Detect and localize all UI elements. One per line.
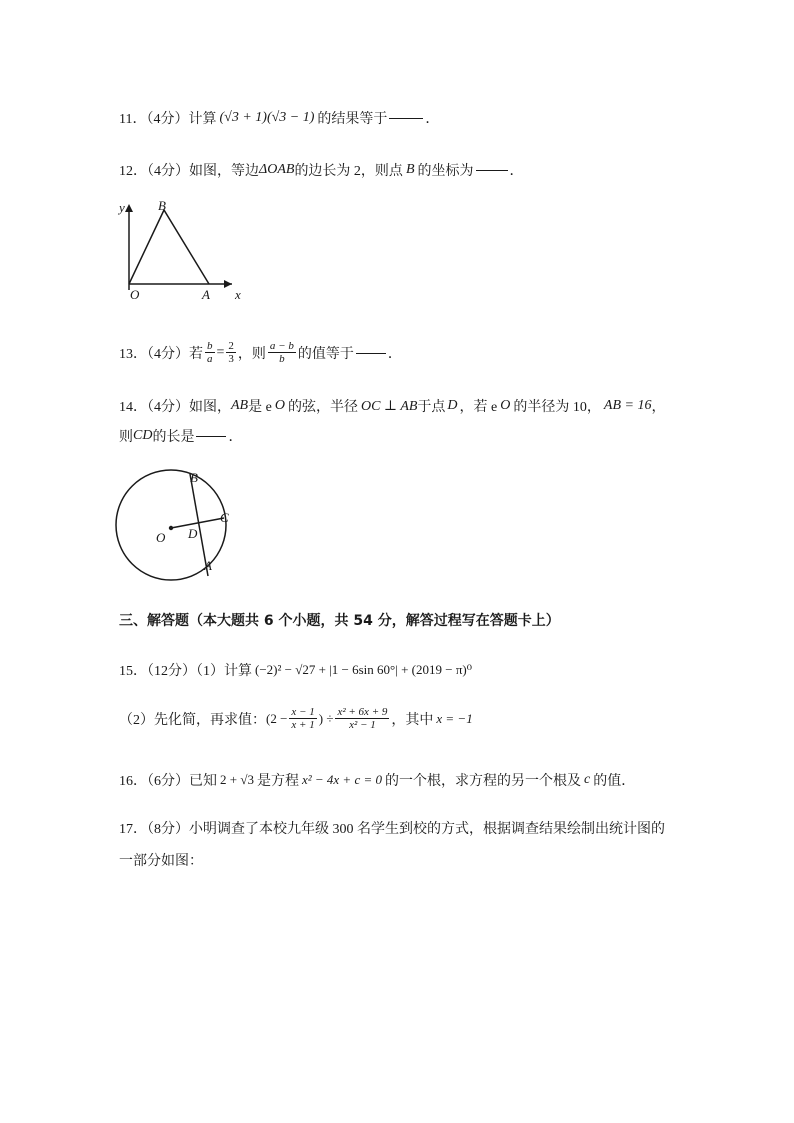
question-13: 13．（4分）若 $\frac{b}{a}$ = $\frac{2}{3}$ ，则 $\frac{a - b}{b}$ 的值等于 ． — [119, 340, 402, 365]
q15-number: 15．（12分）（1）计算 — [119, 664, 252, 679]
q15-fraction-x-minus-1: $\frac{x - 1}{x + 1}$ — [291, 706, 315, 731]
q14-fig-O-label: O — [156, 530, 166, 545]
q14-number: 14．（4分）如图， — [119, 400, 231, 415]
q12-triangle-label: ΔOAB — [259, 162, 295, 177]
q11-tail: 的结果等于 — [317, 112, 388, 127]
q12-triangle-figure — [110, 198, 250, 308]
q11-expression: (√3 + 1)(√3 − 1) — [219, 110, 315, 125]
q14-fig-D-label: D — [188, 526, 198, 541]
question-16: 16．（6分）已知 2 + √3 是方程 x² − 4x + c = 0 的一个根，求方程的另一个根及 c 的值． — [119, 772, 636, 789]
section-3-heading: 三、解答题（本大题共 6 个小题，共 54 分，解答过程写在答题卡上） — [119, 613, 560, 629]
q16-number: 16．（6分）已知 — [119, 774, 217, 789]
q13-fraction-2-over-3: $\frac{2}{3}$ — [228, 340, 234, 365]
q15-expression: (−2)² − √27 + |1 − 6sin 60°| + (2019 − π)⁰ — [255, 662, 472, 677]
q13-fraction-a-minus-b-over-b: $\frac{a - b}{b}$ — [269, 340, 294, 365]
q11-number: 11．（4分）计算 — [119, 112, 217, 127]
q14-fig-A-label: A — [204, 558, 212, 573]
question-12: 12．（4分）如图，等边 ΔOAB 的边长为 2，则点 B 的坐标为 ． — [119, 162, 524, 179]
question-14-line-1: 14．（4分）如图， AB 是 e O 的弦，半径 OC ⊥ AB 于点 D ，若 e O 的半径为 10， AB = 16 ， — [119, 398, 666, 415]
q12-fig-y-label: y — [119, 200, 125, 215]
q12-answer-blank[interactable] — [476, 169, 508, 171]
q14-answer-blank[interactable] — [196, 435, 226, 437]
question-15-part-1 — [119, 660, 472, 680]
q12-fig-B-label: B — [158, 198, 166, 213]
q13-number: 13．（4分）若 — [119, 346, 203, 362]
q12-fig-x-label: x — [235, 287, 241, 302]
question-15-part-2: （2）先化简，再求值： (2 − $\frac{x - 1}{x + 1}$ ) ÷ $\frac{\text{x² + 6x + 9}}{\text{x² − 1}}$ ，其中 x = −1 — [119, 706, 473, 731]
q11-answer-blank[interactable] — [389, 117, 423, 119]
question-11: 11．（4分）计算 (√3 + 1)(√3 − 1) 的结果等于 ． — [119, 110, 440, 127]
q14-fig-C-label: C — [220, 510, 229, 525]
q14-circle-figure — [112, 466, 252, 590]
question-17-line-2: 一部分如图： — [119, 854, 203, 869]
q14-fig-B-label: B — [190, 470, 198, 485]
q12-fig-A-label: A — [202, 287, 210, 302]
q15-fraction-polynomial: $\frac{\text{x² + 6x + 9}}{\text{x² − 1}}$ — [337, 706, 388, 731]
q13-fraction-b-over-a: $\frac{b}{a}$ — [207, 340, 213, 365]
q13-answer-blank[interactable] — [356, 352, 386, 354]
question-14-line-2: 则 CD 的长是 ． — [119, 428, 243, 445]
question-17-line-1: 17．（8分）小明调查了本校九年级 300 名学生到校的方式，根据调查结果绘制出统计图的 — [119, 822, 665, 837]
q12-fig-O-label: O — [130, 287, 140, 302]
q12-number: 12．（4分）如图，等边 — [119, 164, 259, 179]
